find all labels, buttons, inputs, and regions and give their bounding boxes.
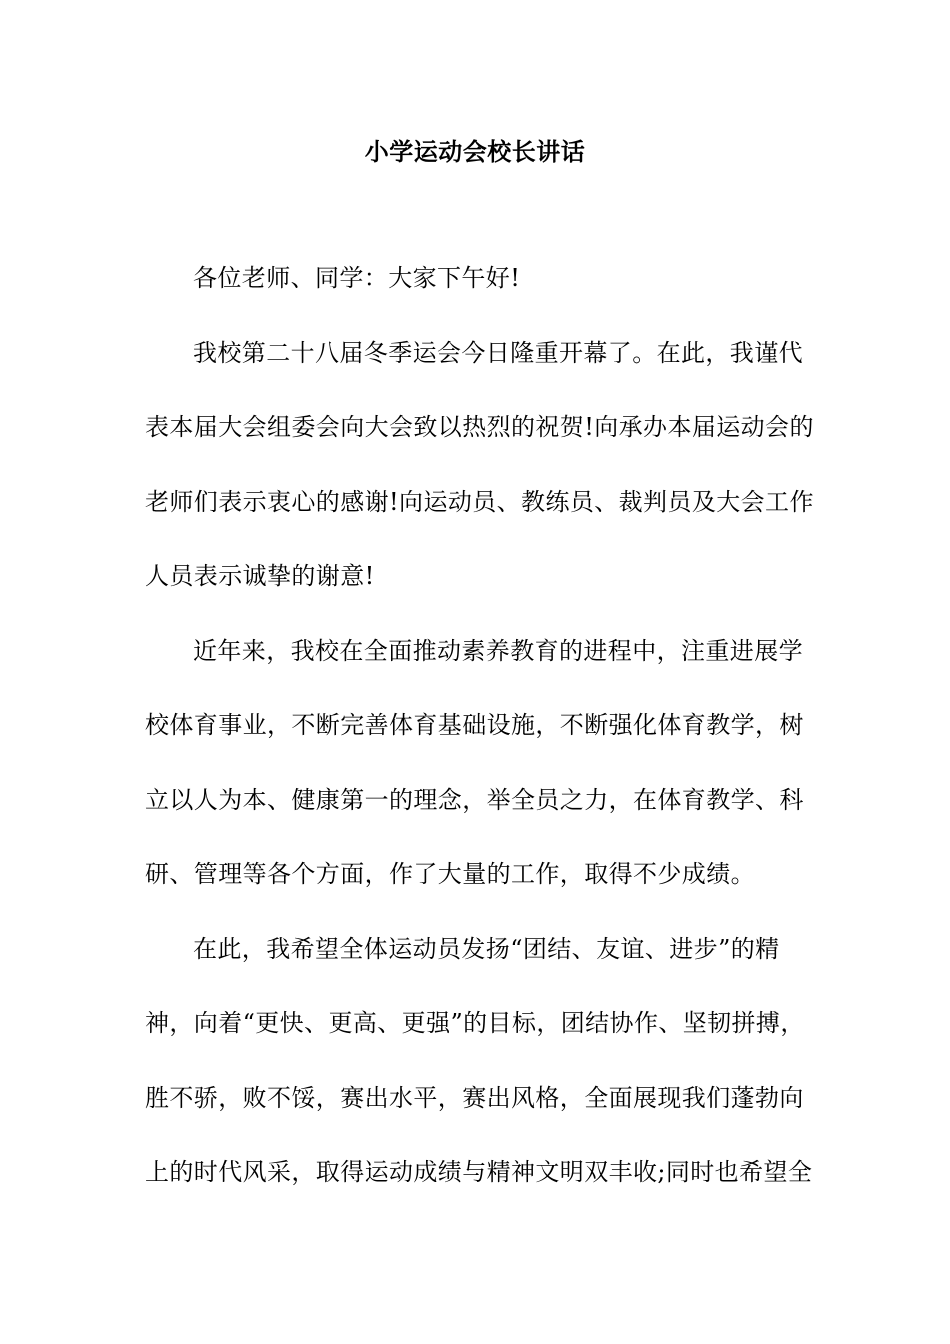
paragraph-3-line-2: 神，向着“更快、更高、更强”的目标，团结协作、坚韧拼搏， [145, 1009, 805, 1037]
paragraph-2-line-1: 近年来，我校在全面推动素养教育的进程中，注重进展学 [193, 637, 803, 665]
document-title: 小学运动会校长讲话 [364, 138, 586, 166]
paragraph-1-line-1: 我校第二十八届冬季运会今日隆重开幕了。在此，我谨代 [193, 339, 803, 367]
paragraph-3-line-1: 在此，我希望全体运动员发扬“团结、友谊、进步”的精 [193, 935, 780, 963]
paragraph-2-line-3: 立以人为本、健康第一的理念，举全员之力，在体育教学、科 [145, 786, 804, 814]
paragraph-3-line-4: 上的时代风采，取得运动成绩与精神文明双丰收;同时也希望全 [145, 1158, 813, 1186]
paragraph-1-line-3: 老师们表示衷心的感谢!向运动员、教练员、裁判员及大会工作 [145, 488, 814, 516]
paragraph-2-line-2: 校体育事业，不断完善体育基础设施，不断强化体育教学，树 [145, 711, 804, 739]
paragraph-greeting-line: 各位老师、同学：大家下午好! [193, 264, 521, 292]
paragraph-3-line-3: 胜不骄，败不馁，赛出水平，赛出风格，全面展现我们蓬勃向 [145, 1084, 804, 1112]
paragraph-1-line-2: 表本届大会组委会向大会致以热烈的祝贺!向承办本届运动会的 [145, 413, 814, 441]
paragraph-2-line-4: 研、管理等各个方面，作了大量的工作，取得不少成绩。 [145, 860, 755, 888]
paragraph-1-line-4: 人员表示诚挚的谢意! [145, 562, 375, 590]
